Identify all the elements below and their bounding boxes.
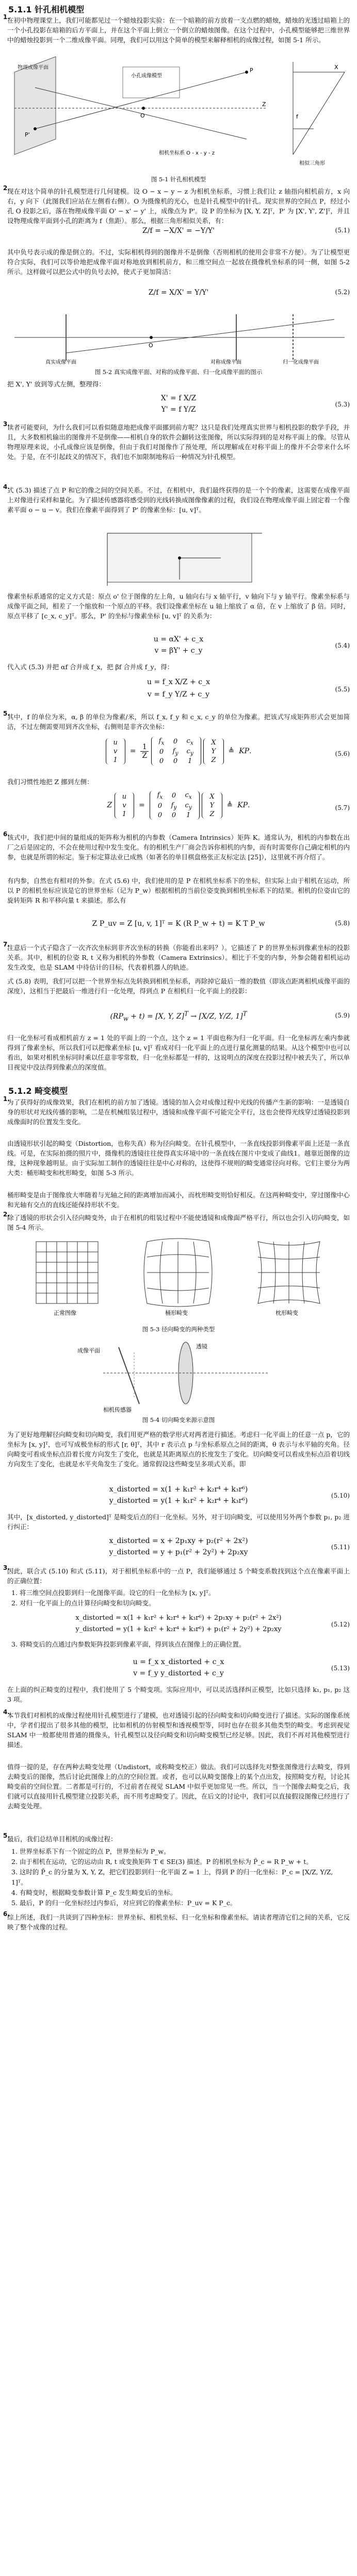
para-number: 2. xyxy=(3,184,10,192)
equation-5-7: Z u v 1 = $f_x$ 0 $c_x$ 0 $f_y$ $c_y$ 0 0 1 X Y Z ≜ KP. (5.7) xyxy=(107,791,350,820)
para-number: 6. xyxy=(3,1910,10,1918)
equation-5-2-body: Z/f = X/X' = Y/Y' xyxy=(148,289,209,297)
equation-5-4-number: (5.4) xyxy=(335,642,350,649)
para-number: 7. xyxy=(3,941,10,948)
step-item: 4. 有畸变时，根据畸变参数计算 P_c 发生畸变后的坐标。 xyxy=(11,1889,177,1896)
equation-5-6: u v 1 = $\frac{1}{Z}$ $f_x$ 0 $c_x$ 0 $f_y$ $c_y$ 0 0 1 X Y Z ≜ KP. (5.6) xyxy=(0,737,357,773)
section-title-pinhole xyxy=(8,3,84,15)
extrinsics-note-paragraph: 注意后一个式子隐含了一次齐次坐标到非齐次坐标的转换（你能看出来吗？）。它描述了 P 的世界坐标到像素坐标的投影关系。其中，相机的位姿 R, t 又称为相机的外参数（Camera Extrinsics）。相比于不变的内参，外参会随着相机运动发生改变，也是 SLAM 中待估计的目标，代表着机器人的轨迹。 xyxy=(7,944,350,971)
equation-5-10-line-1: x_distorted = x(1 + k₁r² + k₂r⁴ + k₃r⁶) xyxy=(109,1485,248,1494)
figure-5-4-caption: 图 5-4 切向畸变来源示意图 xyxy=(142,1416,215,1423)
distortion-math-paragraph: 为了更好地理解径向畸变和切向畸变，我们用更严格的数学形式对两者进行描述。考虑归一化平面上的任意一点 p，它的坐标为 [x, y]ᵀ，也可写成极坐标的形式 [r, θ]ᵀ，其中 r 表示点 p 与坐标系原点之间的距离，θ 表示与水平轴的夹角。径向畸变可看成坐标点沿着长度方向发生了变化，也就是其距离原点的长度发生了变化。切向畸变可以看成坐标点沿着切线方向发生了变化，也就是水平夹角发生了变化。通常假设这些畸变呈多项式关系，即 xyxy=(7,1431,350,1468)
normalized-plane-label: 归一化成像平面 xyxy=(283,360,319,365)
intrinsics-paragraph: 该式中，我们把中间的量组成的矩阵称为相机的内参数（Camera Intrinsics）矩阵 K。通常认为，相机的内参数在出厂之后是固定的，不会在使用过程中发生变化。有的相机生产厂商会告诉你相机的内参，而有时需要你自己确定相机的内参，也就是所谓的标定。鉴于标定算法业已成熟（如著名的单目棋盘格张正友标定法 [25]），这里就不再介绍了。 xyxy=(7,834,350,861)
ray-2 xyxy=(35,72,247,129)
camera-frame-label: 相机坐标系 O - x - y - z xyxy=(159,150,215,156)
intro-paragraph: 在初中物理课堂上，我们可能都见过一个蜡烛投影实验：在一个暗箱的前方放着一支点燃的蜡烛，蜡烛的光透过暗箱上的一个小孔投影在暗箱的后方平面上，并在这个平面上倒立一个倒立的蜡烛图像。在这个过程中，小孔模型能够把三维世界中的蜡烛投影到一个二维成像平面。同理，我们可以用这个简单的模型来解释相机的成像过程，如图 5-1 所示。 xyxy=(7,16,350,44)
center-label: O xyxy=(149,342,153,349)
pinhole-diagram xyxy=(4,52,353,175)
imaging-planes-diagram xyxy=(4,309,353,366)
point-P xyxy=(245,71,248,74)
one-over-z: $\frac{1}{Z}$ xyxy=(140,743,149,760)
barrel-pincushion-paragraph: 桶形畸变是由于图像放大率随着与光轴之间的距离增加而减小，而枕形畸变则恰好相反。在这两种畸变中，穿过图像中心和光轴有交点的直线还能保持形状不变。 xyxy=(7,1191,350,1209)
plane-label: 物理成像平面 xyxy=(18,65,48,71)
equation-5-10-line-2: y_distorted = y(1 + k₁r² + k₂r⁴ + k₃r⁶) xyxy=(109,1497,248,1505)
equation-5-12-line-1: x_distorted = x(1 + k₁r² + k₂r⁴ + k₃r⁶) + 2p₁xy + p₂(r² + 2x²) xyxy=(75,1614,282,1622)
equation-5-8-number: (5.8) xyxy=(335,920,350,927)
pinhole-box xyxy=(123,67,180,98)
section-heading: 5.1.1 针孔相机模型 xyxy=(8,5,85,14)
equation-5-12-number: (5.12) xyxy=(331,1621,350,1628)
step-item: 2. 对归一化平面上的点计算径向畸变和切向畸变。 xyxy=(11,1599,155,1607)
para-number: 5. xyxy=(3,710,10,717)
normalized-plane-paragraph: 归一化坐标可看成相机前方 z = 1 处的平面上的一个点，这个 z = 1 平面也称为归一化平面。归一化坐标再左乘内参就得到了像素坐标，所以我们可以把像素坐标 [u, v]ᵀ 看成对归一化平面上的点进行量化测量的结果。从这个模型中也可以看出，如果对相机坐标同时乘以任意非零常数，归一化坐标都是一样的，这说明点的深度在投影过程中被丢失了，所以单目视觉中没法得到像素点的深度值。 xyxy=(7,1034,350,1071)
equation-5-4-line-1: u = αX' + c_x xyxy=(153,635,204,643)
step-item: 3. 这时的 P̃_c 的分量为 X, Y, Z，把它们投影到归一化平面 Z = 1 上，得到 P 的归一化坐标：P_c = [X/Z, Y/Z, 1]ᵀ。 xyxy=(11,1868,333,1886)
equation-5-13 xyxy=(0,1656,357,1679)
normalize-paragraph: 式 (5.8) 表明，我们可以把一个世界坐标点先转换到相机坐标系，再除掉它最后一维的数值（即该点距离相机成像平面的深度），这相当于把最后一维进行归一化处理，得到点 P 在相机归一化平面上的投影： xyxy=(7,977,350,995)
step-item: 1. 将三维空间点投影到归一化图像平面。设它的归一化坐标为 [x, y]ᵀ。 xyxy=(11,1589,215,1597)
figure-pixel-coordinate xyxy=(4,528,353,587)
label-Pprime: P' xyxy=(25,131,30,138)
principal-point xyxy=(178,556,181,560)
equation-5-4-line-2: v = βY' + c_y xyxy=(154,647,203,655)
section-title-distortion xyxy=(8,1084,68,1096)
figure-5-2-caption: 图 5-2 真实成像平面、对称的成像平面、归一化成像平面的图示 xyxy=(94,368,263,376)
pinhole-label: 小孔成像模型 xyxy=(131,73,162,79)
combine-paragraph: 因此，联合式 (5.10) 和式 (5.11)，对于相机坐标系中的一点 P，我们能够通过 5 个畸变系数找到这个点在像素平面上的正确位置： xyxy=(7,1567,350,1585)
para-number: 1. xyxy=(3,13,10,21)
step-item: 3. 将畸变后的点通过内参数矩阵投影到像素平面，得到该点在图像上的正确位置。 xyxy=(11,1640,246,1648)
equation-5-3-line-1: X' = f X/Z xyxy=(160,394,197,402)
symmetric-explain-paragraph: 读者可能要问，为什么我们可以看似随意地把成像平面挪到前方呢？这只是我们处理真实世界与相机投影的数学手段，并且，大多数相机输出的图像并不是倒像——相机自身的软件会翻转这张图像，所以实际得到的是对称平面上的像。尽管从物理原理来说，小孔成像应该是倒像，但由于我们对图像作了预处理，所以理解成在对称平面上的像并不会带来什么坏处。于是，在不引起歧义的情况下，我们也不加限制地称后一种情况为针孔模型。 xyxy=(7,423,350,461)
radial-distortion-paragraph: 由透镜形状引起的畸变（Distortion，也称失真）称为径向畸变。在针孔模型中，一条直线投影到像素平面上还是一条直线。可是，在实际拍摄的照片中，摄像机的透镜往往使得真实环境中的一条直线在图片中变成了曲线1。越靠近图像的边缘，这种现象越明显。由于实际加工制作的透镜往往是中心对称的，这使得不规则的畸变通常径向对称。它们主要分为两大类：桶形畸变和枕形畸变，如图 5-3 所示。 xyxy=(7,1140,350,1177)
tangential-diagram xyxy=(0,1337,357,1414)
symmetric-plane-label: 对称成像平面 xyxy=(210,360,241,365)
normal-grid xyxy=(36,1242,98,1303)
matrix-K: $f_x$ 0 $c_x$ 0 $f_y$ $c_y$ 0 0 1 xyxy=(151,737,201,766)
equation-5-2-number: (5.2) xyxy=(335,289,350,296)
para-number: 1. xyxy=(3,1095,10,1103)
projection-ray xyxy=(66,319,334,353)
label-X: X xyxy=(334,64,338,71)
para-number: 3. xyxy=(3,420,10,428)
step-item: 5. 最后，P 的归一化坐标经过内参后，对应到它的像素坐标：P_uv = K P_c。 xyxy=(11,1899,237,1907)
equation-5-8-body: Z P_uv = Z [u, v, 1]ᵀ = K (R P_w + t) = K T P_w xyxy=(92,920,265,928)
pincushion-grid-label: 枕形畸变 xyxy=(275,1310,298,1316)
equation-5-12 xyxy=(0,1613,357,1635)
para-number: 2. xyxy=(3,1211,10,1218)
figure-5-4 xyxy=(0,1337,357,1414)
section-heading-2: 5.1.2 畸变模型 xyxy=(8,1086,68,1096)
pixel-plane-paragraph: 式 (5.3) 描述了点 P 和它的像之间的空间关系。不过，在相机中，我们最终获得的是一个个的像素，这需要在成像平面上对像进行采样和量化。为了描述传感器将感受到的光线转换成图像像素的过程，我们设在物理成像平面上固定着一个像素平面 o − u − v。我们在像素平面得到了 P' 的像素坐标：[u, v]ᵀ。 xyxy=(7,486,350,514)
real-plane-label: 真实成像平面 xyxy=(45,360,76,365)
matrix-uv1: u v 1 xyxy=(106,738,125,765)
figure-5-3 xyxy=(0,1236,357,1324)
undistort-paragraph: 值得一提的是，存在两种去畸变处理（Undistort，或称畸变校正）做法。我们可以选择先对整张图像进行去畸变，得到去畸变后的图像，然后讨论此图像上的点的空间位置。或者，也可以从畸变图像上的某个点出发，按照畸变方程，讨论其畸变前的空间位置。二者都是可行的，不过前者在视觉 SLAM 中似乎更加常见一些。所以，当一个图像去畸变之后，我们就可以直接用针孔模型建立投影关系，而不用考虑畸变了。因此，在后文的讨论中，我们可以直接假设图像已经进行了去畸变处理。 xyxy=(7,1763,350,1810)
equation-5-11-line-1: x_distorted = x + 2p₁xy + p₂(r² + 2x²) xyxy=(109,1537,248,1545)
label-P: P xyxy=(250,67,253,74)
equation-5-11-line-2: y_distorted = y + p₁(r² + 2y²) + 2p₂xy xyxy=(109,1548,248,1556)
steps-list-2 xyxy=(11,1639,347,1650)
figure-5-1 xyxy=(4,52,353,175)
equation-5-11 xyxy=(0,1535,357,1558)
equation-5-6-number: (5.6) xyxy=(335,750,350,757)
para-number: 4. xyxy=(3,1708,10,1716)
equation-5-5 xyxy=(0,676,357,701)
equation-5-11-number: (5.11) xyxy=(331,1544,350,1551)
distortion-grids xyxy=(0,1236,357,1324)
pixel-relation-paragraph: 像素坐标系通常的定义方式是：原点 o' 位于图像的左上角，u 轴向右与 x 轴平行，v 轴向下与 y 轴平行。像素坐标系与成像平面之间，相差了一个缩放和一个原点的平移。我们设像素坐标在 u 轴上缩放了 α 倍，在 v 上缩放了 β 倍。同时，原点平移了 [c_x, c_y]ᵀ。那么，P' 的坐标与像素坐标 [u, v]ᵀ 的关系为： xyxy=(7,592,350,620)
arrange-paragraph: 把 X', Y' 放到等式左侧，整理得： xyxy=(7,380,105,388)
equation-5-2 xyxy=(0,289,357,297)
equation-5-3 xyxy=(0,393,357,415)
extrinsics-paragraph: 有内参，自然也有相对的外参。在式 (5.6) 中，我们使用的是 P 在相机坐标系下的坐标，但实际上由于相机在运动，所以 P 的相机坐标应该是它的世界坐标（记为 P_w）根据相机的当前位姿变换到相机坐标系下的结果。相机的位姿由它的旋转矩阵 R 和平移向量 t 来描述。那么有 xyxy=(7,877,350,904)
label-f: f xyxy=(296,113,298,120)
equation-5-13-line-2: v = f_y y_distorted + c_y xyxy=(133,1669,224,1677)
figure-5-3-caption: 图 5-3 径向畸变的两种类型 xyxy=(142,1326,215,1333)
equation-5-8 xyxy=(0,920,357,928)
equation-5-9: $(RP_w + t) = [X$, Y, Z]$^T$ → [X/Z, Y/Z, 1]$^T$ (5.9) xyxy=(110,1010,350,1022)
point-Pprime xyxy=(34,127,37,130)
steps-list-3 xyxy=(11,1846,347,1908)
barrel-grid xyxy=(144,1239,212,1307)
imaging-plane-tilted xyxy=(119,1347,139,1404)
steps-list-1 xyxy=(11,1588,347,1608)
para-number: 3. xyxy=(3,1564,10,1571)
equation-5-1 xyxy=(0,227,357,235)
summary-model-paragraph: 本节我们对相机的成像过程使用针孔模型进行了建模，也对透镜引起的径向畸变和切向畸变进行了描述。实际的图像系统中，学者们提出了很多其他的模型，比如相机的仿射模型和透视模型等，同时也存在很多其他类型的畸变。考虑到视觉 SLAM 中一般都使用普通的摄像头，针孔模型以及径向畸变和切向畸变模型已经足够。因此，我们不再对其他模型进行描述。 xyxy=(7,1711,350,1749)
equation-5-10-number: (5.10) xyxy=(331,1492,350,1499)
matrix-K-b: $f_x$ 0 $c_x$ 0 $f_y$ $c_y$ 0 0 1 xyxy=(150,791,200,820)
normal-grid-label: 正常图像 xyxy=(54,1310,76,1316)
pincushion-grid xyxy=(258,1242,320,1303)
equation-5-13-number: (5.13) xyxy=(331,1665,350,1672)
lens-label: 透镜 xyxy=(196,1343,207,1350)
figure-5-2 xyxy=(4,309,353,366)
equation-5-4 xyxy=(0,634,357,656)
lens-paragraph: 为了获得好的成像效果，我们在相机的前方加了透镜。透镜的加入会对成像过程中光线的传播产生新的影响：一是透镜自身的形状对光线传播的影响，二是在机械组装过程中，透镜和成像平面不可能完全平行，这也会使得光线穿过透镜投影到成像面时的位置发生变化。 xyxy=(7,1098,350,1126)
equation-5-3-number: (5.3) xyxy=(335,401,350,408)
equation-5-5-line-2: v = f_y Y/Z + c_y xyxy=(147,690,210,699)
matrix-XYZ: X Y Z xyxy=(203,738,223,765)
physical-imaging-plane xyxy=(14,57,56,155)
optical-center xyxy=(142,107,145,110)
para-number: 4. xyxy=(3,483,10,490)
barrel-grid-label: 桶形畸变 xyxy=(165,1310,188,1316)
pixel-coordinate-diagram xyxy=(4,528,353,587)
figure-5-1-caption: 图 5-1 针孔相机模型 xyxy=(151,176,206,183)
equation-5-13-line-1: u = f_x x_distorted + c_x xyxy=(133,1658,224,1666)
equation-5-7-number: (5.7) xyxy=(335,804,350,811)
matrix-uv1-b: u v 1 xyxy=(115,792,134,819)
equation-5-9-number: (5.9) xyxy=(335,1012,350,1019)
optical-center-dot xyxy=(150,336,153,339)
step-item: 2. 由于相机在运动，它的运动由 R, t 或变换矩阵 T ∈ SE(3) 描述。P 的相机坐标为 P̃_c = R P_w + t。 xyxy=(11,1858,313,1866)
label-Z: Z xyxy=(262,101,266,108)
equation-5-5-number: (5.5) xyxy=(335,686,350,693)
para-number: 6. xyxy=(3,831,10,838)
matrix-XYZ-b: X Y Z xyxy=(202,792,222,819)
five-terms-paragraph: 在上面的纠正畸变的过程中，我们使用了 5 个畸变项。实际应用中，可以灵活选择纠正模型，比如只选择 k₁, p₁, p₂ 这 3 项。 xyxy=(7,1686,350,1703)
move-z-paragraph: 我们习惯性地把 Z 挪到左侧： xyxy=(7,778,93,786)
imaging-plane-label: 成像平面 xyxy=(77,1347,100,1354)
substitute-paragraph: 代入式 (5.3) 并把 αf 合并成 f_x，把 βf 合并成 f_y，得： xyxy=(7,663,174,671)
matrix-form-paragraph: 其中，f 的单位为米，α, β 的单位为像素/米，所以 f_x, f_y 和 c_x, c_y 的单位为像素。把该式写成矩阵形式会更加简洁，不过左侧需要用到齐次坐标，右侧则是非齐次坐标： xyxy=(7,713,350,731)
model-paragraph: 现在对这个简单的针孔模型进行几何建模。设 O − x − y − z 为相机坐标系，习惯上我们让 z 轴指向相机前方，x 向右，y 向下（此图我们应站在左侧看右侧）。O 为摄像机的光心，也是针孔模型中的针孔。现实世界的空间点 P，经过小孔 O 投影之后，落在物理成像平面 O' − x' − y' 上，成像点为 P'。设 P 的坐标为 [X, Y, Z]ᵀ，P' 为 [X', Y', Z']ᵀ，并且设物理成像平面到小孔的距离为 f（焦距）。那么，根据三角形相似关系，有： xyxy=(7,188,350,225)
similar-triangle-label: 相似三角形 xyxy=(299,161,325,166)
closing-paragraph: 综上所述，我们一共谈到了四种坐标：世界坐标、相机坐标、归一化坐标和像素坐标。请读者理清它们之间的关系，它反映了整个成像的过程。 xyxy=(7,1913,350,1931)
inverted-image-paragraph: 其中负号表示成的像是倒立的。不过，实际相机得到的图像并不是倒像（否则相机的使用会非常不方便）。为了让模型更符合实际，我们可以等价地把成像平面对称地放到相机前方，和三维空间点一起放在摄像机坐标系的同一侧，如图 5-2 所示。这样做可以把公式中的负号去掉，使式子更加简洁： xyxy=(7,248,350,276)
tangential-params-paragraph: 其中，[x_distorted, y_distorted]ᵀ 是畸变后点的归一化坐标。另外，对于切向畸变，可以使用另外两个参数 p₁, p₂ 进行纠正： xyxy=(7,1513,350,1531)
sim-triangle-1 xyxy=(293,72,345,155)
sensor-label: 相机传感器 xyxy=(103,1406,132,1413)
equation-5-1-body: Z/f = −X/X' = −Y/Y' xyxy=(142,227,215,235)
equation-5-1-number: (5.1) xyxy=(335,227,350,234)
step-item: 1. 世界坐标系下有一个固定的点 P，世界坐标为 P_w。 xyxy=(11,1848,170,1855)
equation-5-10 xyxy=(0,1484,357,1506)
equation-5-3-line-2: Y' = f Y/Z xyxy=(161,405,196,414)
summary-intro-paragraph: 最后，我们总结单目相机的成像过程： xyxy=(7,1835,117,1843)
tangential-intro-paragraph: 除了透镜的形状会引入径向畸变外，由于在相机的组装过程中不能使透镜和成像面严格平行，所以也会引入切向畸变，如图 5-4 所示。 xyxy=(7,1214,350,1231)
equation-5-12-line-2: y_distorted = y(1 + k₁r² + k₂r⁴ + k₃r⁶) + p₁(r² + 2y²) + 2p₂xy xyxy=(75,1625,282,1633)
para-number: 5. xyxy=(3,1832,10,1839)
label-o: O xyxy=(140,112,145,119)
equation-5-5-line-1: u = f_x X/Z + c_x xyxy=(147,678,210,686)
